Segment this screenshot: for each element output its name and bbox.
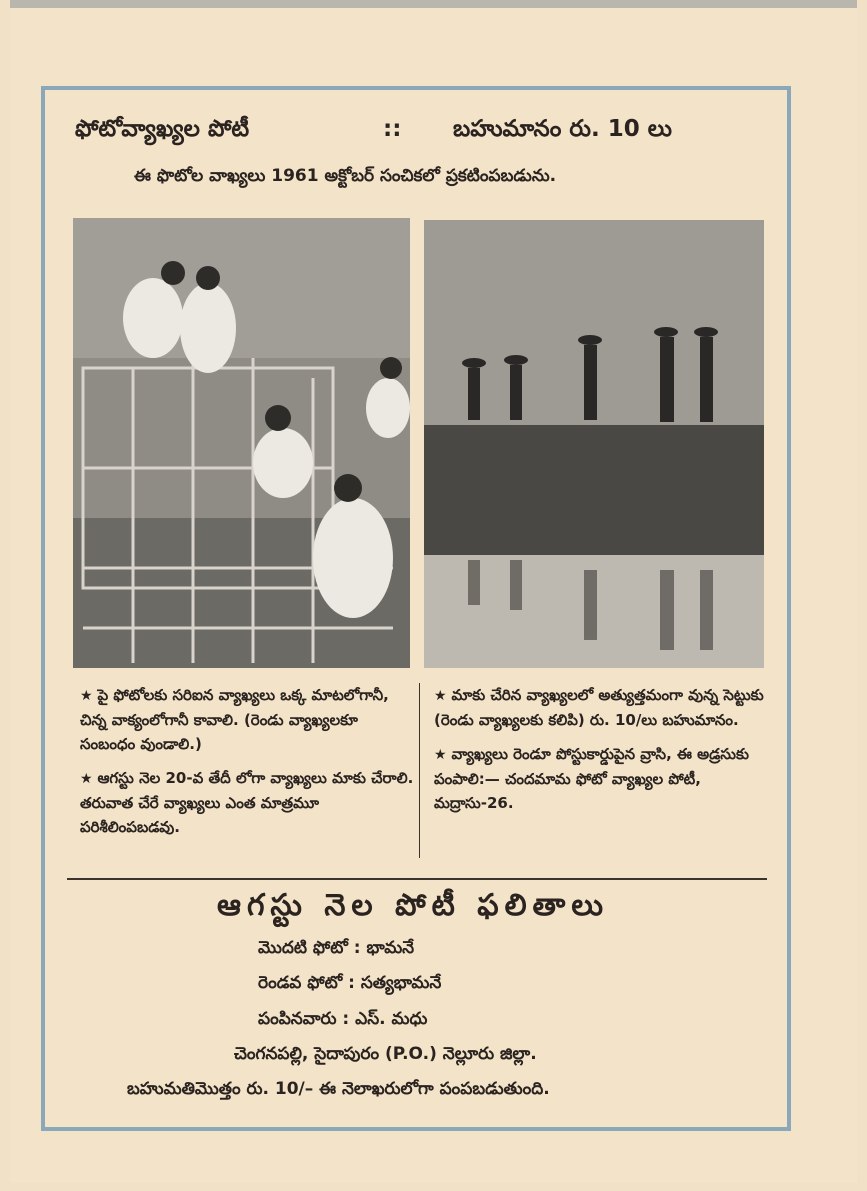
contest-title: ఫోటోవ్యాఖ్యల పోటీ bbox=[75, 116, 250, 142]
star-icon: ★ bbox=[434, 688, 452, 704]
results-title: ఆగస్టు నెల పోటీ ఫలితాలు bbox=[217, 888, 609, 923]
results-sender: పంపినవారు : ఎస్. మధు bbox=[258, 1009, 428, 1029]
rule-item: ★ మాకు చేరిన వ్యాఖ్యలలో అత్యుత్తమంగా వున్న సెట్టుకు (రెండు వ్యాఖ్యలకు కలిపి) రు. 10/లు బహుమానం. bbox=[434, 686, 764, 729]
rules-column-left bbox=[80, 683, 416, 849]
rule-item: ★ వ్యాఖ్యలు రెండూ పోస్టుకార్డుపైన వ్రాసి, ఈ అడ్రసుకు పంపాలి:— చందమామ ఫోటో వ్యాఖ్యల పోటీ, మద్రాసు-26. bbox=[434, 745, 749, 812]
photo-people-carrying-baskets-reflection bbox=[424, 220, 764, 668]
top-edge-strip bbox=[10, 0, 857, 8]
announcement-subheading: ఈ ఫొటోల వాఖ్యలు 1961 అక్టోబర్ సంచికలో ప్రకటింపబడును. bbox=[134, 166, 557, 186]
star-icon: ★ bbox=[80, 771, 98, 787]
rules-column-right bbox=[434, 683, 774, 825]
header-separator: :: bbox=[383, 116, 402, 142]
results-prize-note: బహుమతిమొత్తం రు. 10/– ఈ నెలాఖరులోగా పంపబడుతుంది. bbox=[127, 1079, 550, 1099]
rule-item: ★ పై ఫోటోలకు సరిఐన వ్యాఖ్యలు ఒక్క మాటలోగానీ, చిన్న వాక్యంలోగానీ కావాలి. (రెండు వ్యాఖ్యలకూ సంబంధం వుండాలి.) bbox=[80, 686, 389, 753]
results-first-photo: మొదటి ఫోటో : భామనే bbox=[258, 938, 415, 958]
star-icon: ★ bbox=[80, 688, 98, 704]
header bbox=[75, 110, 775, 154]
results-second-photo: రెండవ ఫోటో : సత్యభామనే bbox=[258, 973, 442, 993]
section-divider bbox=[67, 878, 767, 880]
prize-label: బహుమానం రు. 10 లు bbox=[453, 116, 672, 142]
photo-children-climbing-frame bbox=[73, 218, 410, 668]
star-icon: ★ bbox=[434, 747, 452, 763]
column-divider bbox=[419, 683, 420, 858]
rule-item: ★ ఆగస్టు నెల 20-వ తేదీ లోగా వ్యాఖ్యలు మాకు చేరాలి. తరువాత చేరే వ్యాఖ్యలు ఎంత మాత్రమూ పరిశీలింపబడవు. bbox=[80, 769, 414, 836]
results-address: చెంగనపల్లి, సైదాపురం (P.O.) నెల్లూరు జిల్లా. bbox=[234, 1044, 537, 1064]
